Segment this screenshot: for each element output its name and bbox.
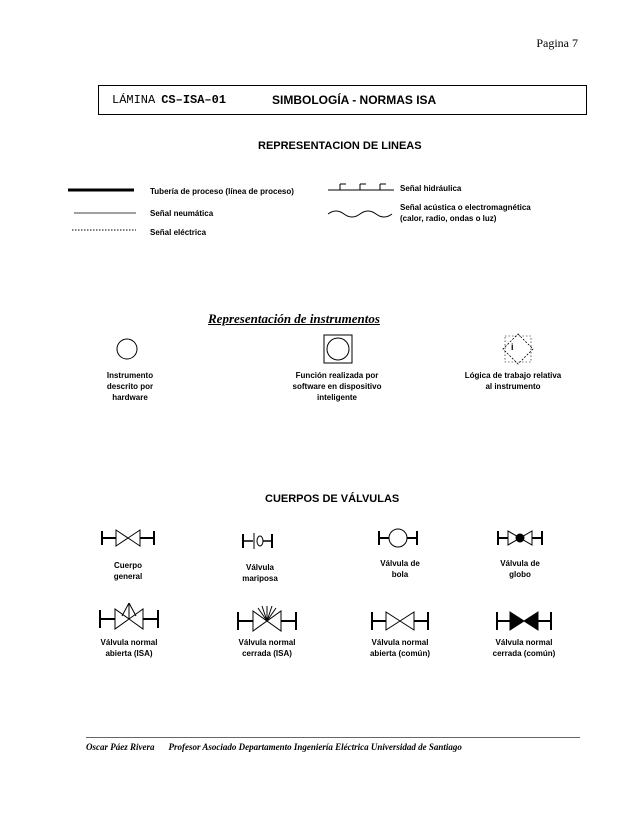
ball-valve-icon	[379, 529, 417, 547]
valve-no-common-line1: Válvula normal	[371, 638, 429, 647]
valve-label-nc-isa	[212, 637, 322, 659]
valve-no-isa-line2: abierta (ISA)	[105, 649, 153, 658]
instruments-section-title: Representación de instrumentos	[208, 311, 380, 326]
valve-no-common-line2: abierta (común)	[369, 649, 430, 658]
lamina-code: CS–ISA–01	[161, 93, 227, 107]
line-label-pneumatic: Señal neumática	[150, 209, 214, 218]
valve-label-nc-common	[469, 637, 579, 659]
lamina-word: LÁMINA	[112, 93, 156, 107]
instrument-sw-line3: inteligente	[316, 393, 357, 402]
footer-role: Profesor Asociado Departamento Ingeniería Eléctrica Universidad de Santiago	[168, 742, 462, 752]
line-label-electric: Señal eléctrica	[150, 228, 207, 237]
page-number: Pagina 7	[536, 36, 578, 50]
footer-author: Oscar Páez Rivera	[86, 742, 155, 752]
valve-nc-common-line2: cerrada (común)	[492, 649, 556, 658]
valves-section-title: CUERPOS DE VÁLVULAS	[265, 493, 400, 505]
valve-general-line1: Cuerpo	[114, 561, 142, 570]
globe-valve-icon	[498, 531, 542, 545]
valve-butterfly-line2: mariposa	[242, 574, 278, 583]
valve-butterfly-line1: Válvula	[245, 563, 274, 572]
valve-label-ball	[360, 558, 440, 580]
line-label-process: Tubería de proceso (línea de proceso)	[150, 187, 294, 196]
valve-label-no-common	[345, 637, 455, 659]
instrument-hw-line1: Instrumento	[106, 371, 154, 380]
instrument-logic-line1: Lógica de trabajo relativa	[464, 371, 562, 380]
instrument-hw-line2: descrito por	[106, 382, 154, 391]
valve-globe-line1: Válvula de	[500, 559, 540, 568]
normally-open-isa-valve-icon	[100, 603, 158, 629]
valve-label-butterfly	[220, 562, 300, 584]
sheet-title: SIMBOLOGÍA - NORMAS ISA	[272, 93, 437, 107]
valve-no-isa-line1: Válvula normal	[100, 638, 158, 647]
instrument-sw-line2: software en dispositivo	[292, 382, 382, 391]
line-label-acoustic-1: Señal acústica o electromagnética	[400, 203, 531, 212]
normally-open-common-valve-icon	[372, 612, 428, 630]
valve-label-no-isa	[74, 637, 184, 659]
line-label-acoustic-2: (calor, radio, ondas o luz)	[400, 214, 497, 223]
valve-general-line2: general	[113, 572, 143, 581]
general-valve-body-icon	[102, 530, 154, 546]
instrument-logic-line2: al instrumento	[485, 382, 541, 391]
instrument-hw-line3: hardware	[112, 393, 148, 402]
footer	[86, 742, 462, 752]
valve-label-general	[88, 560, 168, 582]
valve-nc-common-line1: Válvula normal	[495, 638, 553, 647]
logic-diamond-letter: i	[511, 342, 514, 352]
normally-closed-isa-valve-icon	[238, 606, 296, 631]
footer-rule	[86, 737, 580, 738]
instrument-sw-line1: Función realizada por	[295, 371, 379, 380]
valve-ball-line1: Válvula de	[380, 559, 420, 568]
valve-label-globe	[480, 558, 560, 580]
valve-ball-line2: bola	[391, 570, 409, 579]
valve-globe-line2: globo	[509, 570, 531, 579]
line-label-hydraulic: Señal hidráulica	[400, 184, 462, 193]
valve-nc-isa-line1: Válvula normal	[238, 638, 296, 647]
butterfly-valve-icon	[243, 533, 272, 549]
valve-nc-isa-line2: cerrada (ISA)	[242, 649, 292, 658]
lines-section-title: REPRESENTACION DE LINEAS	[258, 140, 422, 152]
normally-closed-common-valve-icon	[497, 612, 551, 630]
